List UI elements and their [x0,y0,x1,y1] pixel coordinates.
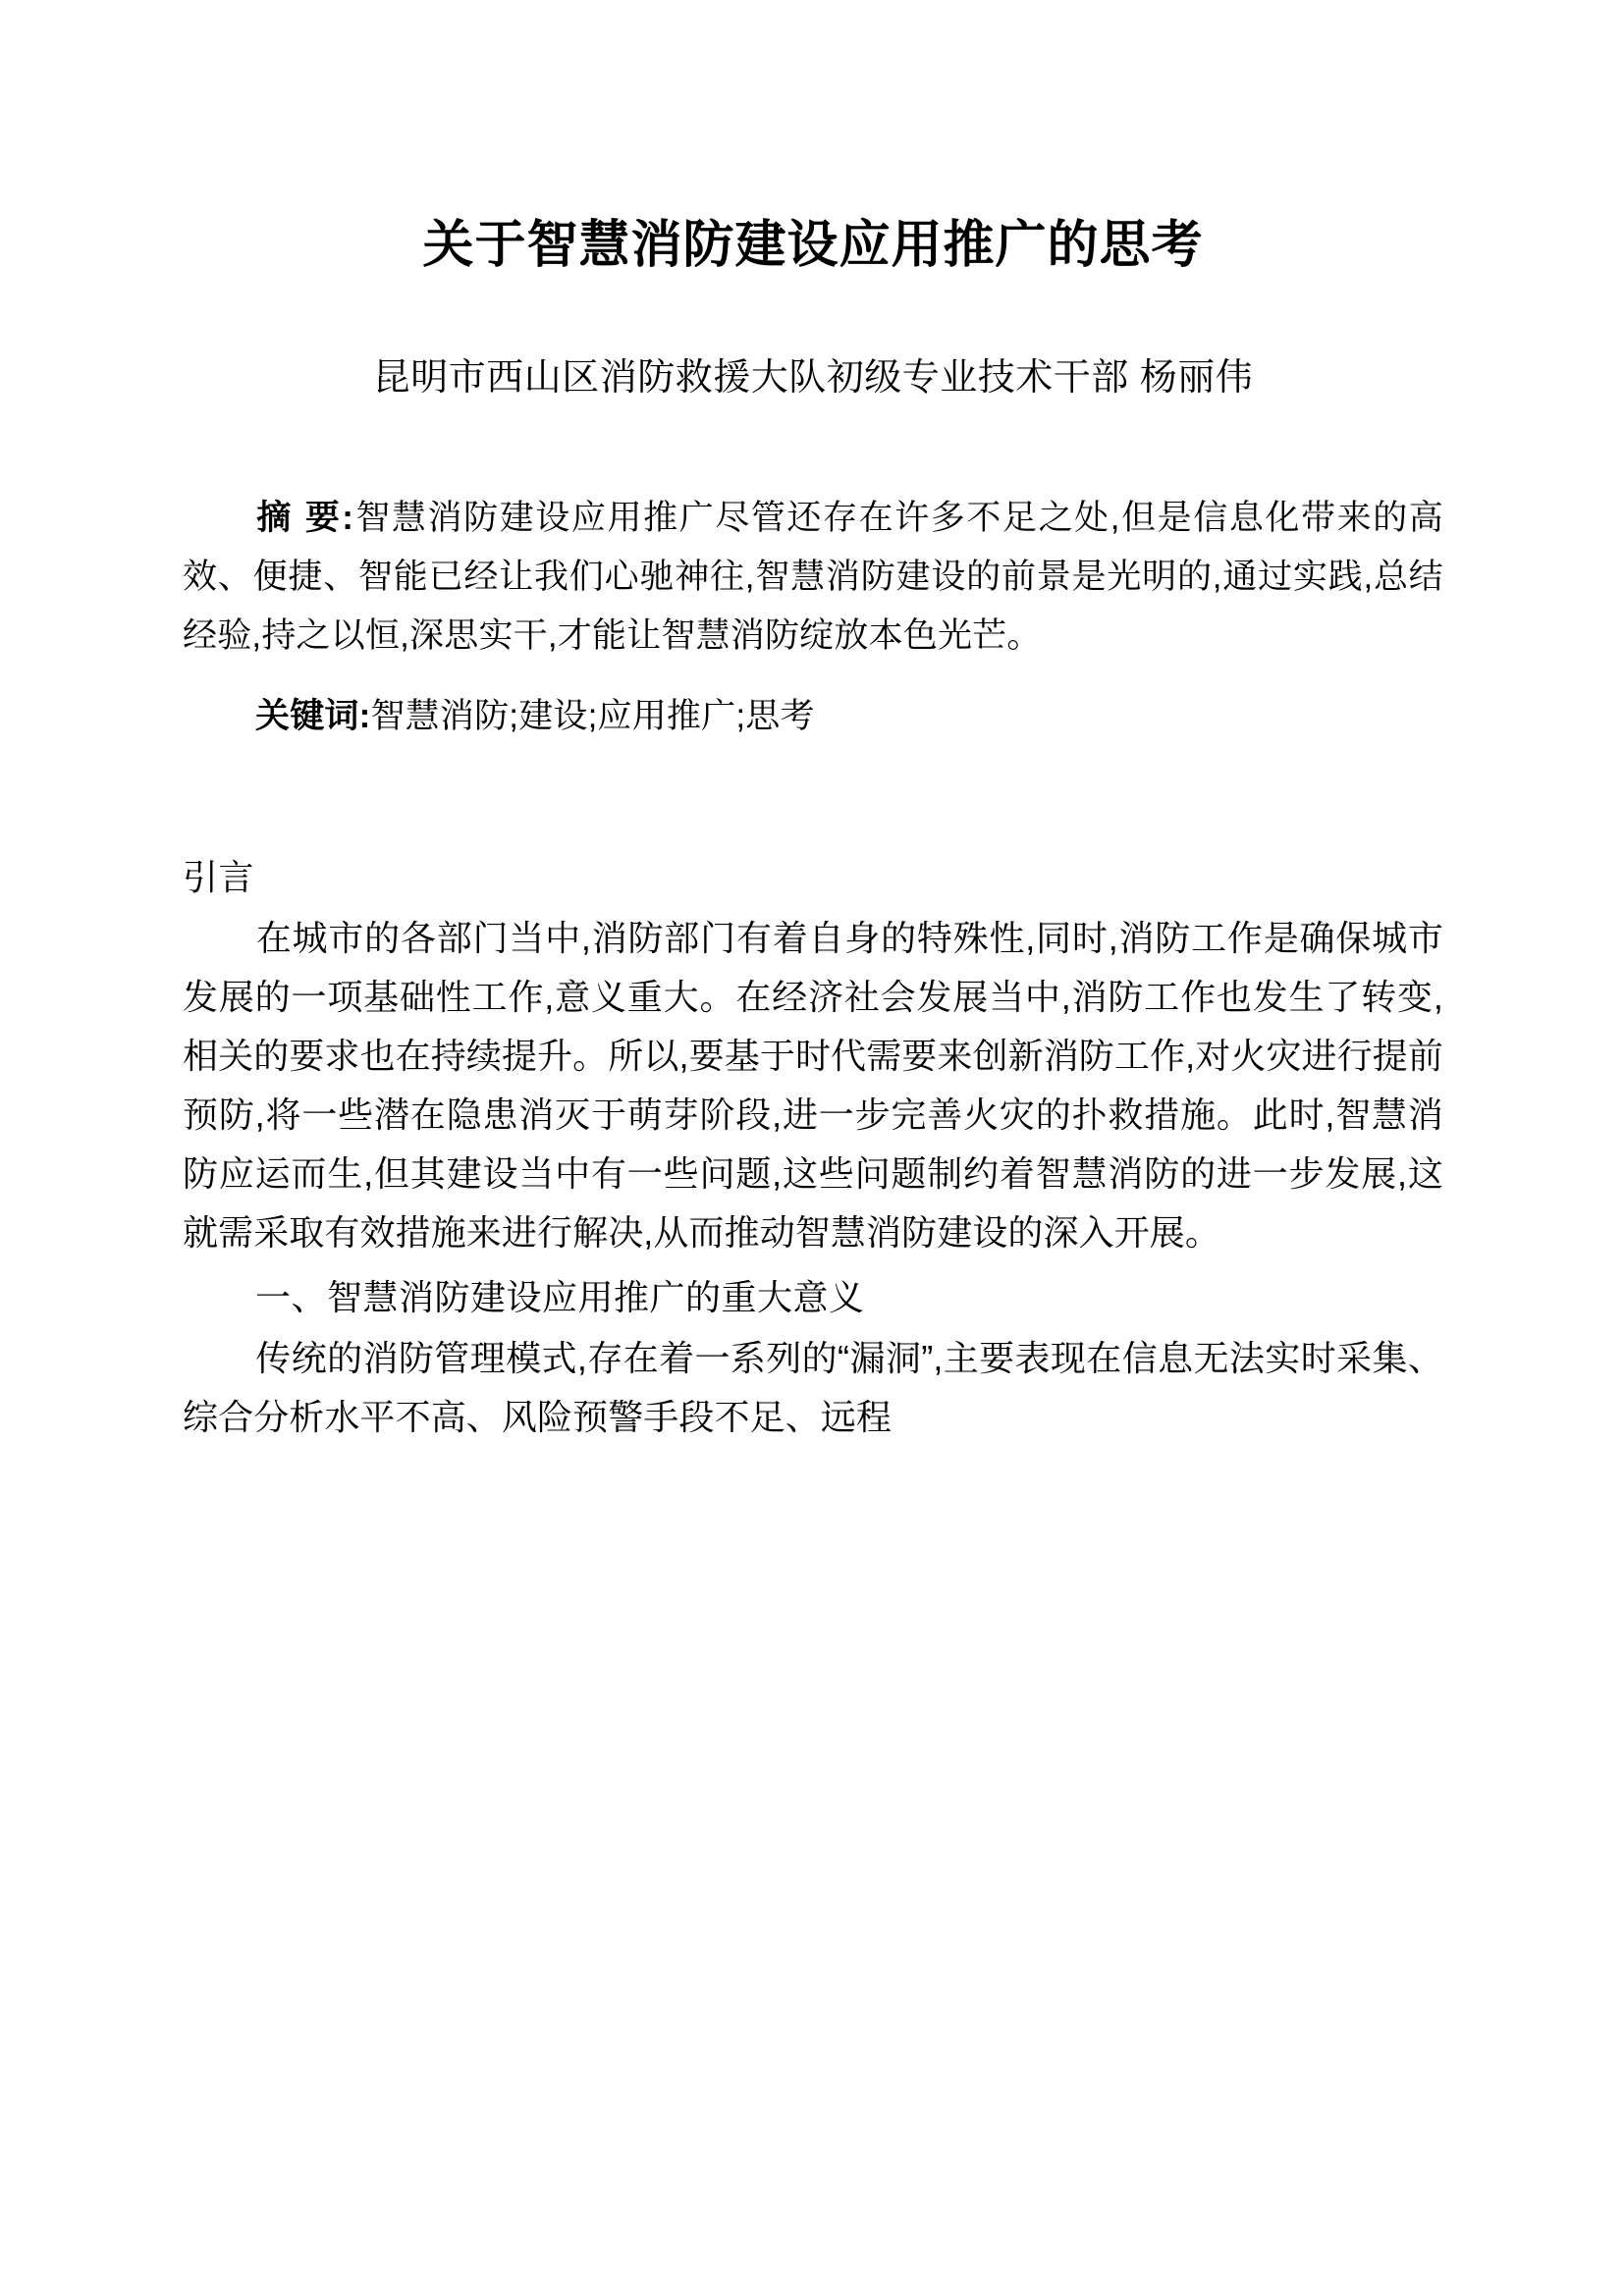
abstract-text: 智慧消防建设应用推广尽管还存在许多不足之处,但是信息化带来的高效、便捷、智能已经让我们心驰神往,智慧消防建设的前景是光明的,通过实践,总结经验,持之以恒,深思实干,才能让智慧消防绽放本色光芒。 [183,499,1443,656]
paragraph-text: 在城市的各部门当中,消防部门有着自身的特殊性,同时,消防工作是确保城市发展的一项基础性工作,意义重大。在经济社会发展当中,消防工作也发生了转变,相关的要求也在持续提升。所以,要基于时代需要来创新消防工作,对火灾进行提前预防,将一些潜在隐患消灭于萌芽阶段,进一步完善火灾的扑救措施。此时,智慧消防应运而生,但其建设当中有一些问题,这些问题制约着智慧消防的进一步发展,这就需采取有效措施来进行解决,从而推动智慧消防建设的深入开展。 [183,918,1443,1254]
keywords-label: 关键词: [255,697,371,736]
keywords-paragraph [183,666,1443,746]
abstract-label: 摘 要: [255,499,354,538]
section-heading-introduction: 引言 [183,857,255,898]
author-affiliation-line: 昆明市西山区消防救援大队初级专业技术干部 杨丽伟 [372,357,1254,399]
section-heading-one [183,1262,1443,1327]
keywords-text: 智慧消防;建设;应用推广;思考 [370,697,815,736]
paragraph-section-one-1 [183,1327,1443,1447]
page-title: 关于智慧消防建设应用推广的思考 [422,217,1204,274]
paragraph-introduction-1 [183,907,1443,1262]
section-heading-one-text: 一、智慧消防建设应用推广的重大意义 [255,1277,865,1318]
paragraph-text: 传统的消防管理模式,存在着一系列的“漏洞”,主要表现在信息无法实时采集、综合分析水平不高、风险预警手段不足、远程 [183,1338,1443,1438]
page-content-column [183,0,1443,1447]
abstract-paragraph [183,402,1443,666]
